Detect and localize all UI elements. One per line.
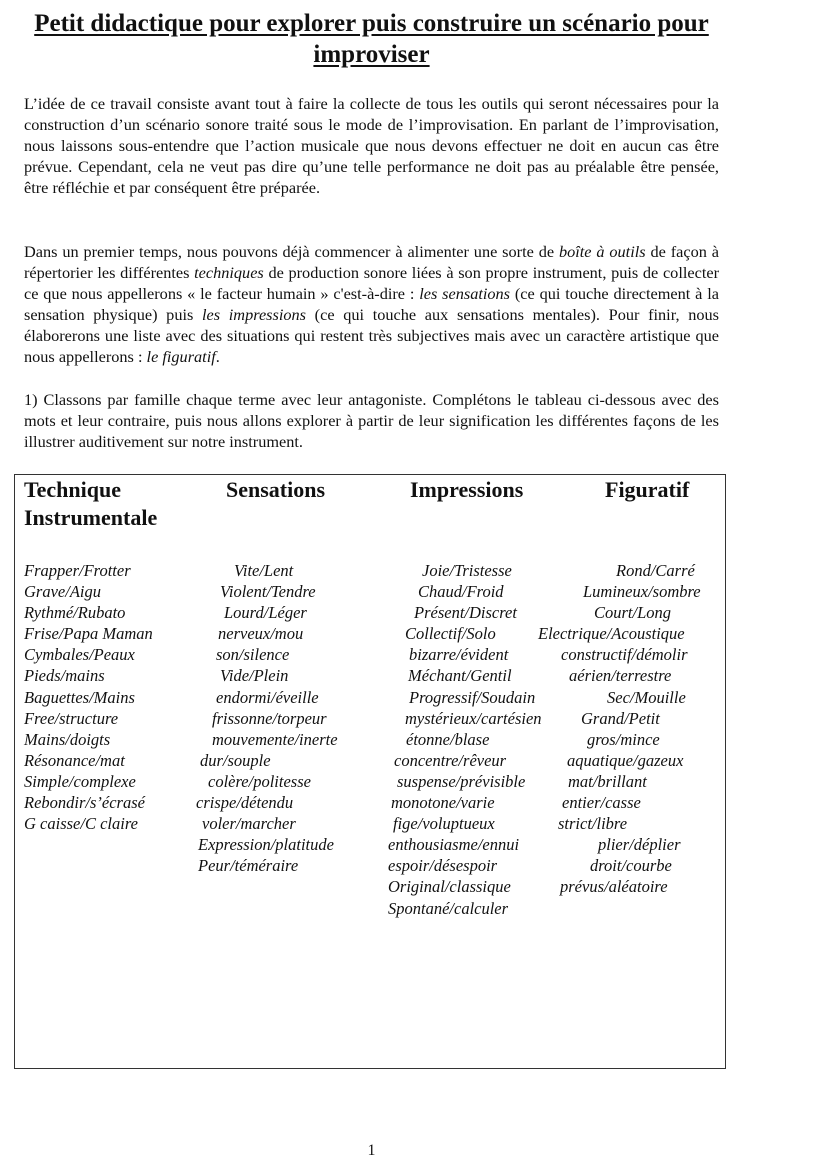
word-pair: plier/déplier xyxy=(598,835,681,855)
word-pair: Free/structure xyxy=(24,708,119,728)
word-pair: aquatique/gazeux xyxy=(567,750,684,770)
toolbox-text-5: (ce qui touche aux sensations mentales). Pour finir, nous élaborerons une liste avec des situations qui restent très subjectives mais avec un caractère artistique que nous appellerons : xyxy=(24,305,719,366)
word-pair: crispe/détendu xyxy=(196,793,294,813)
toolbox-paragraph xyxy=(24,241,719,367)
word-pair: fige/voluptueux xyxy=(393,814,495,834)
word-pair: son/silence xyxy=(216,645,290,665)
word-pair: G caisse/C claire xyxy=(24,814,138,834)
word-pair: Chaud/Froid xyxy=(418,582,504,602)
word-pair: Présent/Discret xyxy=(414,603,517,623)
toolbox-emphasis-1: boîte à outils xyxy=(558,242,646,261)
word-pair: Pieds/mains xyxy=(24,666,105,686)
word-pair: mystérieux/cartésien xyxy=(405,708,542,728)
word-pair: Progressif/Soudain xyxy=(409,687,536,707)
word-pair: mouvemente/inerte xyxy=(212,729,338,749)
word-pair: entier/casse xyxy=(562,793,641,813)
word-pair: constructif/démolir xyxy=(561,645,688,665)
word-pair: endormi/éveille xyxy=(216,687,319,707)
word-pair: espoir/désespoir xyxy=(388,856,498,876)
header-impressions: Impressions xyxy=(410,477,524,502)
header-sensations: Sensations xyxy=(226,477,326,502)
word-pair: frissonne/torpeur xyxy=(212,708,327,728)
word-pair: dur/souple xyxy=(200,750,271,770)
word-pair: Lourd/Léger xyxy=(224,603,307,623)
word-pair: Court/Long xyxy=(594,603,672,623)
figuratif-column xyxy=(538,560,701,898)
word-pair: Grave/Aigu xyxy=(24,582,101,602)
toolbox-emphasis-4: les impressions xyxy=(202,305,306,324)
impressions-column xyxy=(388,560,542,919)
word-pair: Simple/complexe xyxy=(24,771,136,791)
header-figuratif: Figuratif xyxy=(605,477,690,502)
toolbox-emphasis-2: techniques xyxy=(194,263,264,282)
word-pair: Collectif/Solo xyxy=(405,624,496,644)
word-pair: Lumineux/sombre xyxy=(583,582,701,602)
word-pair: Rythmé/Rubato xyxy=(24,603,126,623)
word-pair: monotone/varie xyxy=(391,793,495,813)
word-pair: Electrique/Acoustique xyxy=(538,624,685,644)
word-pair: bizarre/évident xyxy=(409,645,509,665)
word-pair: Violent/Tendre xyxy=(220,582,316,602)
word-pair: Méchant/Gentil xyxy=(408,666,512,686)
word-pair: Original/classique xyxy=(388,877,511,897)
word-pair: Peur/téméraire xyxy=(198,856,299,876)
word-pair: enthousiasme/ennui xyxy=(388,835,520,855)
intro-paragraph: L’idée de ce travail consiste avant tout à faire la collecte de tous les outils qui seront nécessaires pour la construction d’un scénario sonore traité sous le mode de l’improvisation. En parlant de l’improvisation, nous laissons sous-entendre que l’action musicale que nous devons effectuer ne doit en aucun cas être prévue. Cependant, cela ne veut pas dire qu’une telle performance ne doit pas au préalable être pensée, être réfléchie et par conséquent être préparée. xyxy=(24,94,719,197)
toolbox-emphasis-5: le figuratif xyxy=(146,347,216,366)
toolbox-text-2: de façon à répertorier les différentes xyxy=(24,242,719,282)
word-pair: aérien/terrestre xyxy=(569,666,672,686)
word-pair: mat/brillant xyxy=(568,771,647,791)
word-pair: colère/politesse xyxy=(208,771,311,791)
page-number: 1 xyxy=(367,1142,376,1159)
word-pair: droit/courbe xyxy=(590,856,672,876)
word-pair: Grand/Petit xyxy=(581,708,660,728)
header-technique: Technique Instrumentale xyxy=(24,477,158,530)
word-pair: Expression/platitude xyxy=(198,835,334,855)
page-title: Petit didactique pour explorer puis construire un scénario pour improviser xyxy=(34,10,709,68)
instruction-paragraph: 1) Classons par famille chaque terme avec leur antagoniste. Complétons le tableau ci-dessous avec des mots et leur contraire, puis nous allons explorer à partir de leur signification les différentes façons de les illustrer auditivement sur notre instrument. xyxy=(24,390,719,451)
word-pair: Frise/Papa Maman xyxy=(24,624,153,644)
word-pair: Sec/Mouille xyxy=(607,687,686,707)
word-pair: Frapper/Frotter xyxy=(24,561,131,580)
technique-column xyxy=(24,560,153,834)
word-pair: Vide/Plein xyxy=(220,666,289,686)
word-pair: strict/libre xyxy=(558,814,628,834)
word-pair: Mains/doigts xyxy=(24,729,111,749)
word-pair: Rebondir/s’écrasé xyxy=(24,793,145,813)
word-pair: Résonance/mat xyxy=(24,750,125,770)
word-pair: étonne/blase xyxy=(406,729,490,749)
toolbox-text-4: (ce qui touche directement à la sensation physique) puis xyxy=(24,284,719,324)
word-pair: Spontané/calculer xyxy=(388,898,509,918)
word-pair: voler/marcher xyxy=(202,814,296,834)
word-pair: Cymbales/Peaux xyxy=(24,645,135,665)
word-pair: nerveux/mou xyxy=(218,624,304,644)
toolbox-text-1: Dans un premier temps, nous pouvons déjà commencer à alimenter une sorte de xyxy=(24,242,559,261)
toolbox-text-6: . xyxy=(215,347,220,366)
word-pair: Vite/Lent xyxy=(234,561,294,580)
sensations-column xyxy=(196,560,338,876)
word-pair: suspense/prévisible xyxy=(397,771,526,791)
word-pair: prévus/aléatoire xyxy=(560,877,668,897)
word-pair: Baguettes/Mains xyxy=(24,687,135,707)
toolbox-emphasis-3: les sensations xyxy=(419,284,511,303)
toolbox-text-3: de production sonore liées à son propre instrument, puis de collecter ce que nous appellerons « le facteur humain » c'est-à-dire : xyxy=(24,263,719,303)
word-pair: Joie/Tristesse xyxy=(422,561,512,580)
word-pair: concentre/rêveur xyxy=(394,750,507,770)
word-pair: Rond/Carré xyxy=(616,561,695,580)
word-pair: gros/mince xyxy=(587,729,660,749)
